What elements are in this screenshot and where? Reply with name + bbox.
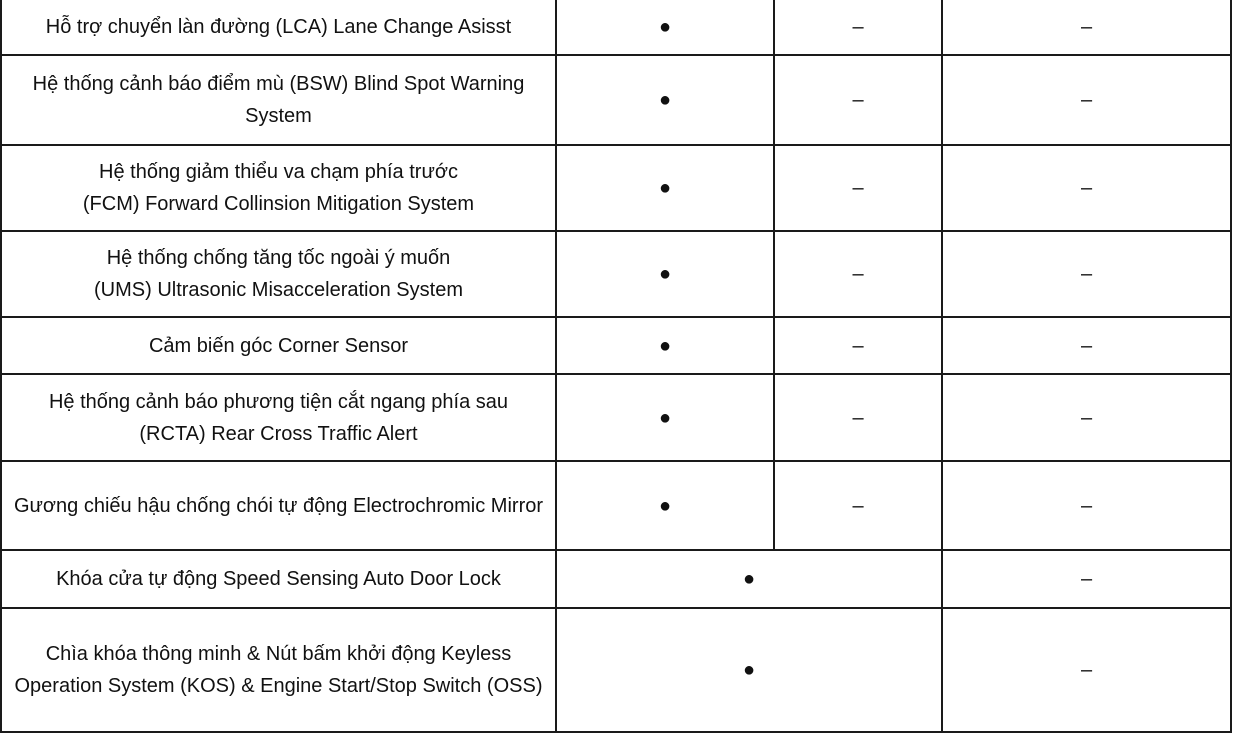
availability-cell: – bbox=[942, 0, 1231, 55]
availability-cell: – bbox=[942, 608, 1231, 732]
availability-cell: – bbox=[774, 0, 942, 55]
availability-cell: – bbox=[942, 231, 1231, 317]
availability-cell: – bbox=[774, 317, 942, 374]
table-row bbox=[1, 0, 1231, 55]
availability-cell: – bbox=[774, 145, 942, 231]
feature-cell: Cảm biến góc Corner Sensor bbox=[1, 317, 556, 374]
feature-cell: Hệ thống cảnh báo điểm mù (BSW) Blind Spot Warning System bbox=[1, 55, 556, 145]
availability-cell: ● bbox=[556, 145, 774, 231]
table-row bbox=[1, 461, 1231, 550]
availability-cell: – bbox=[942, 317, 1231, 374]
availability-cell: – bbox=[942, 145, 1231, 231]
feature-cell: Hệ thống giảm thiểu va chạm phía trước (FCM) Forward Collinsion Mitigation System bbox=[1, 145, 556, 231]
feature-cell: Hệ thống cảnh báo phương tiện cắt ngang phía sau (RCTA) Rear Cross Traffic Alert bbox=[1, 374, 556, 461]
availability-cell: ● bbox=[556, 550, 942, 608]
table-row bbox=[1, 374, 1231, 461]
availability-cell: – bbox=[774, 55, 942, 145]
feature-cell: Gương chiếu hậu chống chói tự động Electrochromic Mirror bbox=[1, 461, 556, 550]
availability-cell: – bbox=[774, 231, 942, 317]
availability-cell: – bbox=[774, 374, 942, 461]
table-row bbox=[1, 317, 1231, 374]
availability-cell: ● bbox=[556, 231, 774, 317]
availability-cell: – bbox=[774, 461, 942, 550]
availability-cell: ● bbox=[556, 0, 774, 55]
availability-cell: ● bbox=[556, 374, 774, 461]
table-row bbox=[1, 145, 1231, 231]
availability-cell: ● bbox=[556, 461, 774, 550]
availability-cell: – bbox=[942, 550, 1231, 608]
table-row bbox=[1, 231, 1231, 317]
feature-cell: Chìa khóa thông minh & Nút bấm khởi động Keyless Operation System (KOS) & Engine Start/Stop Switch (OSS) bbox=[1, 608, 556, 732]
feature-cell: Hệ thống chống tăng tốc ngoài ý muốn (UMS) Ultrasonic Misacceleration System bbox=[1, 231, 556, 317]
table-row bbox=[1, 55, 1231, 145]
availability-cell: – bbox=[942, 55, 1231, 145]
table-row bbox=[1, 550, 1231, 608]
feature-cell: Hỗ trợ chuyển làn đường (LCA) Lane Change Asisst bbox=[1, 0, 556, 55]
availability-cell: ● bbox=[556, 317, 774, 374]
availability-cell: – bbox=[942, 461, 1231, 550]
availability-cell: – bbox=[942, 374, 1231, 461]
feature-cell: Khóa cửa tự động Speed Sensing Auto Door Lock bbox=[1, 550, 556, 608]
availability-cell: ● bbox=[556, 608, 942, 732]
availability-cell: ● bbox=[556, 55, 774, 145]
table-row bbox=[1, 608, 1231, 732]
